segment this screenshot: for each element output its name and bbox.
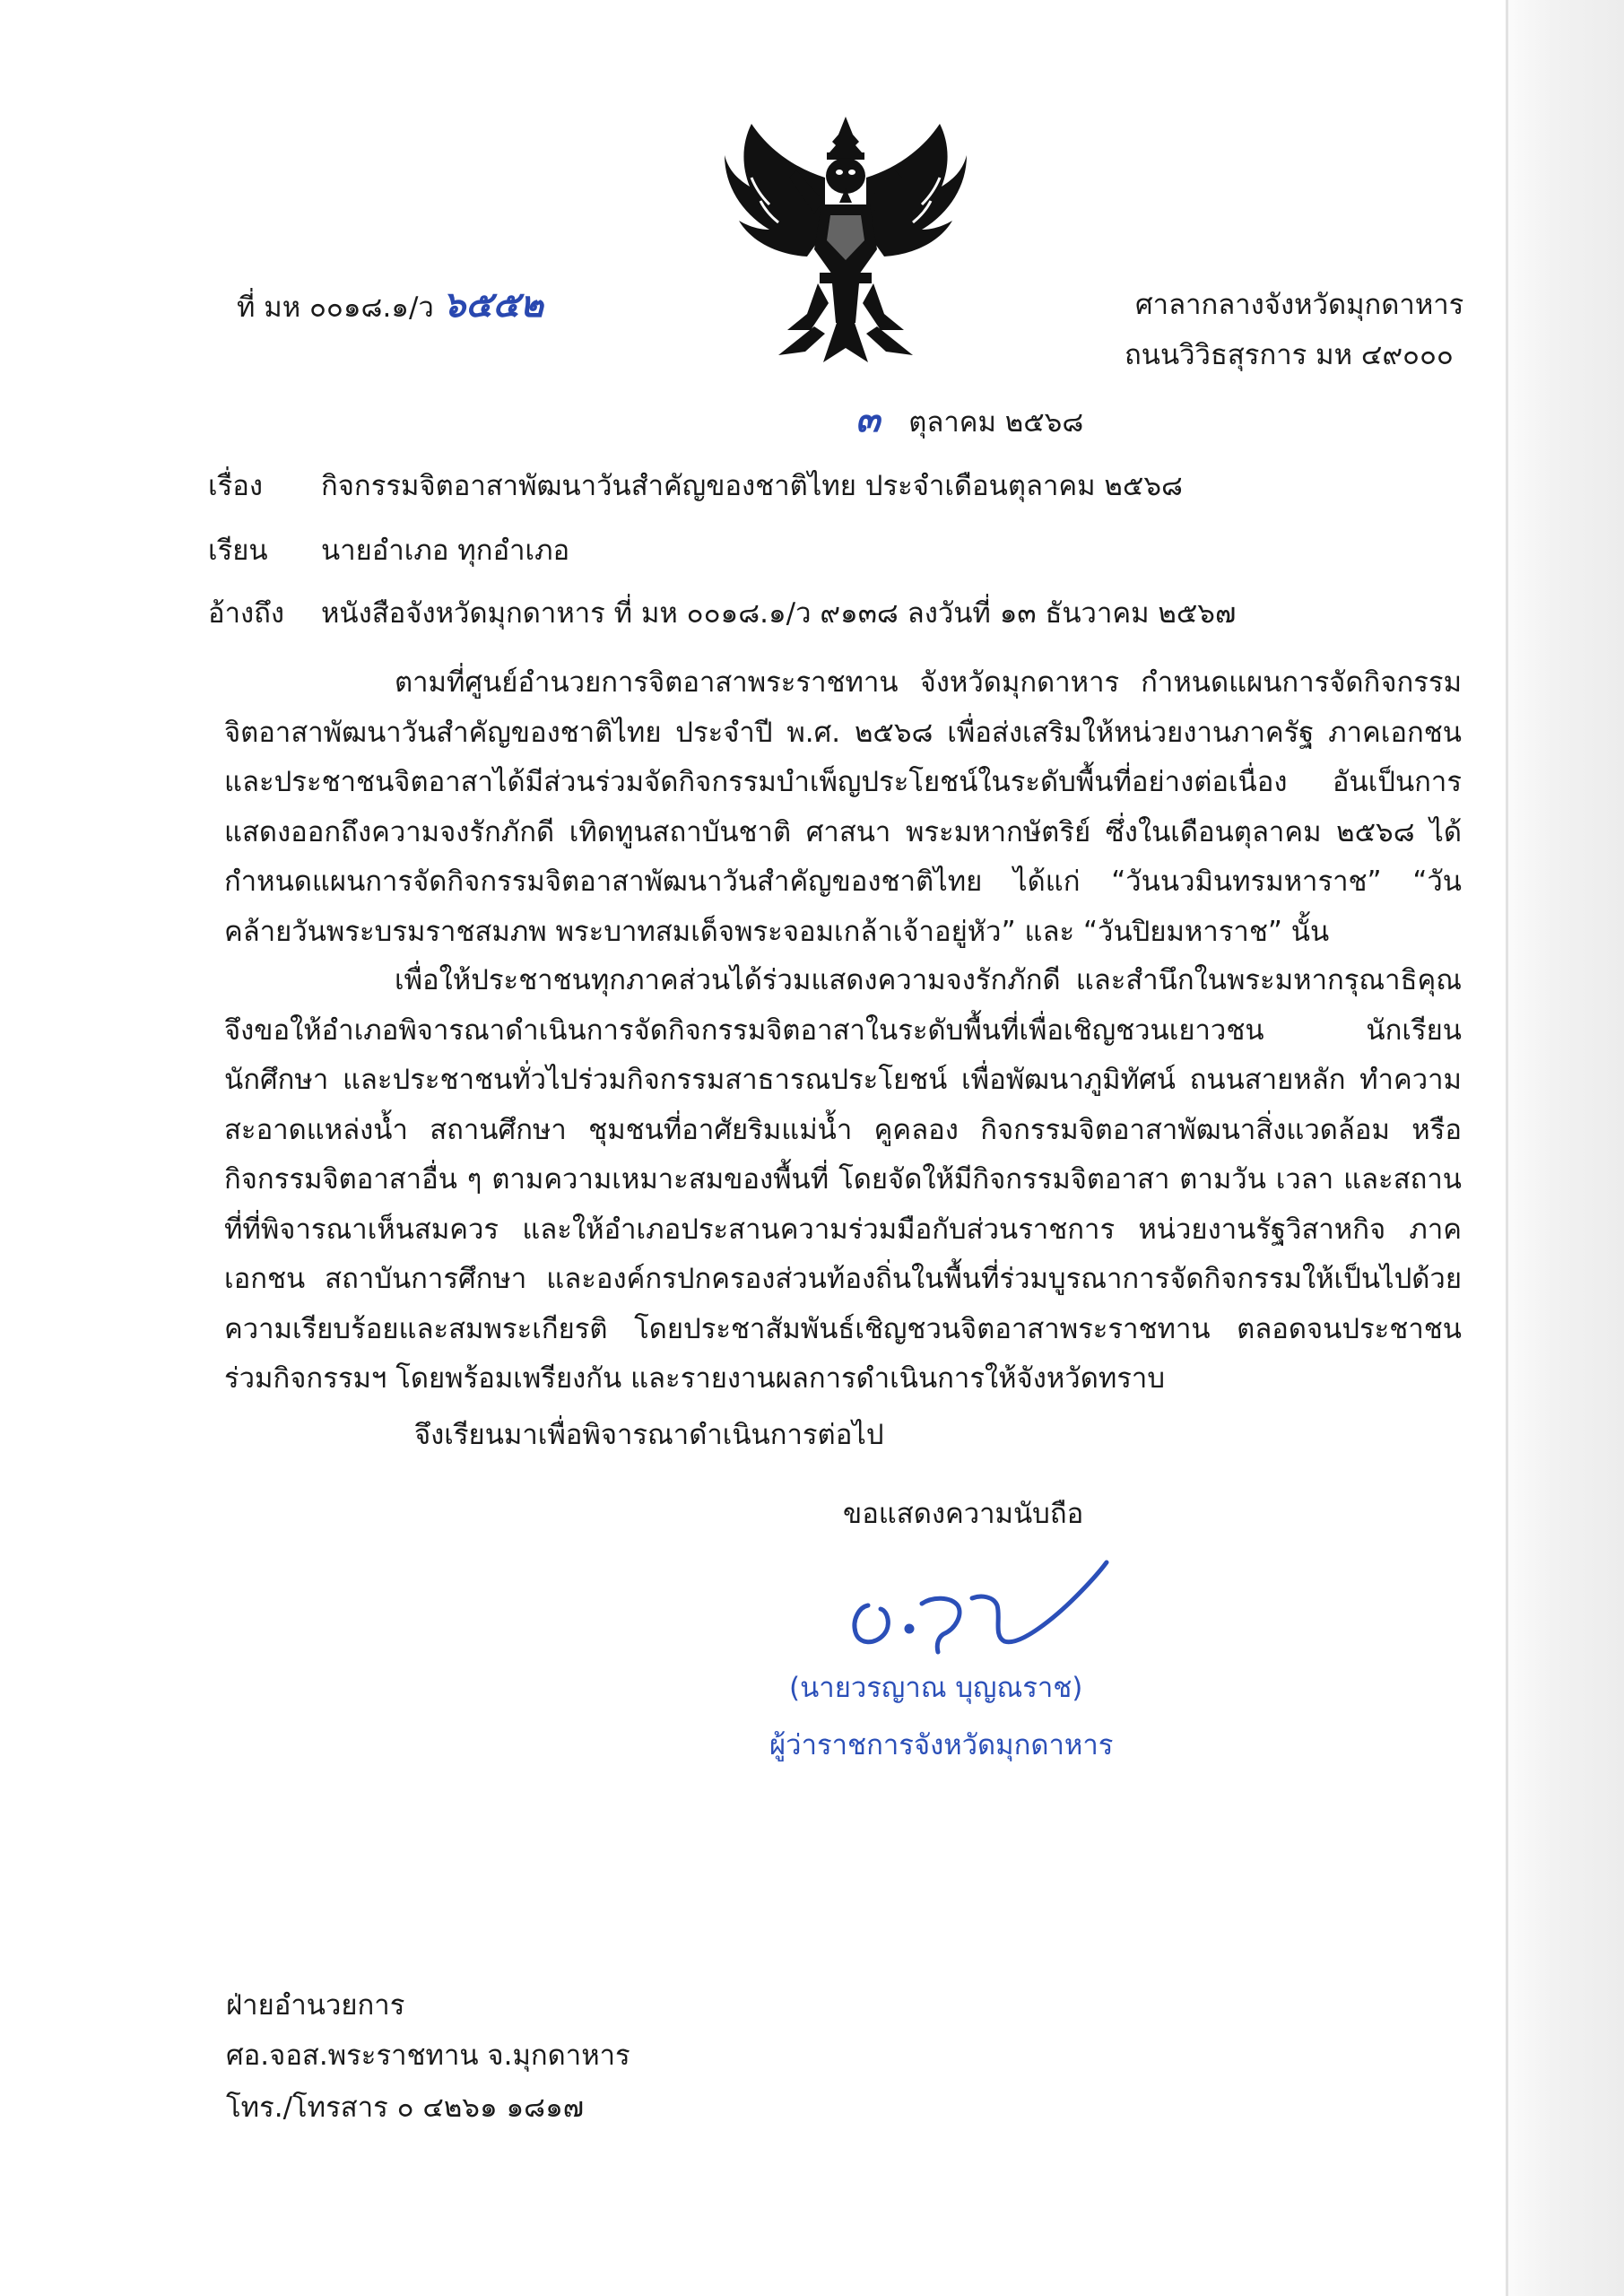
office-address: ถนนวิวิธสุรการ มห ๔๙๐๐๐	[1125, 339, 1454, 371]
scan-page-edge	[1506, 0, 1624, 2296]
closing-request: จึงเรียนมาเพื่อพิจารณาดำเนินการต่อไป	[414, 1419, 884, 1451]
body-paragraph-2	[224, 956, 1462, 1405]
body-paragraph-1-text: ตามที่ศูนย์อำนวยการจิตอาสาพระราชทาน จังหวัดมุกดาหาร กำหนดแผนการจัดกิจกรรมจิตอาสาพัฒนาวันสำคัญของชาติไทย ประจำปี พ.ศ. ๒๕๖๘ เพื่อส่งเสริมให้หน่วยงานภาครัฐ ภาคเอกชน และประชาชนจิตอาสาได้มีส่วนร่วมจัดกิจกรรมบำเพ็ญประโยชน์ในระดับพื้นที่อย่างต่อเนื่อง อันเป็นการแสดงออกถึงความจงรักภักดี เทิดทูนสถาบันชาติ ศาสนา พระมหากษัตริย์ ซึ่งในเดือนตุลาคม ๒๕๖๘ ได้กำหนดแผนการจัดกิจกรรมจิตอาสาพัฒนาวันสำคัญของชาติไทย ได้แก่ “วันนวมินทรมหาราช” “วันคล้ายวันพระบรมราชสมภพ พระบาทสมเด็จพระจอมเกล้าเจ้าอยู่หัว” และ “วันปิยมหาราช” นั้น	[224, 666, 1462, 948]
reference-prefix: ที่ มห ๐๐๑๘.๑/ว	[237, 291, 434, 324]
footer-center: ศอ.จอส.พระราชทาน จ.มุกดาหาร	[226, 2039, 630, 2072]
subject-text: กิจกรรมจิตอาสาพัฒนาวันสำคัญของชาติไทย ประจำเดือนตุลาคม ๒๕๖๘	[321, 470, 1183, 502]
reference-number-line	[237, 283, 544, 326]
office-name: ศาลากลางจังหวัดมุกดาหาร	[1135, 289, 1464, 321]
closing-phrase: ขอแสดงความนับถือ	[843, 1498, 1084, 1530]
recipient-text: นายอำเภอ ทุกอำเภอ	[321, 535, 570, 567]
reference-text: หนังสือจังหวัดมุกดาหาร ที่ มห ๐๐๑๘.๑/ว ๙๑๓๘ ลงวันที่ ๑๓ ธันวาคม ๒๕๖๗	[321, 597, 1237, 630]
handwritten-signature	[832, 1552, 1137, 1659]
reference-number-handwritten: ๖๕๕๒	[442, 283, 544, 326]
subject-label: เรื่อง	[208, 470, 264, 502]
garuda-emblem	[725, 115, 967, 364]
body-paragraph-1	[224, 658, 1462, 957]
body-paragraph-2-text: เพื่อให้ประชาชนทุกภาคส่วนได้ร่วมแสดงความจงรักภักดี และสำนึกในพระมหากรุณาธิคุณ จึงขอให้อำเภอพิจารณาดำเนินการจัดกิจกรรมจิตอาสาในระดับพื้นที่เพื่อเชิญชวนเยาวชน นักเรียน นักศึกษา และประชาชนทั่วไปร่วมกิจกรรมสาธารณประโยชน์ เพื่อพัฒนาภูมิทัศน์ ถนนสายหลัก ทำความสะอาดแหล่งน้ำ สถานศึกษา ชุมชนที่อาศัยริมแม่น้ำ คูคลอง กิจกรรมจิตอาสาพัฒนาสิ่งแวดล้อม หรือกิจกรรมจิตอาสาอื่น ๆ ตามความเหมาะสมของพื้นที่ โดยจัดให้มีกิจกรรมจิตอาสา ตามวัน เวลา และสถานที่ที่พิจารณาเห็นสมควร และให้อำเภอประสานความร่วมมือกับส่วนราชการ หน่วยงานรัฐวิสาหกิจ ภาคเอกชน สถาบันการศึกษา และองค์กรปกครองส่วนท้องถิ่นในพื้นที่ร่วมบูรณาการจัดกิจกรรมให้เป็นไปด้วยความเรียบร้อยและสมพระเกียรติ โดยประชาสัมพันธ์เชิญชวนจิตอาสาพระราชทาน ตลอดจนประชาชนร่วมกิจกรรมฯ โดยพร้อมเพรียงกัน และรายงานผลการดำเนินการให้จังหวัดทราบ	[224, 964, 1462, 1395]
signer-name: (นายวรญาณ บุญณราช)	[789, 1672, 1083, 1704]
date-month-year: ตุลาคม ๒๕๖๘	[908, 406, 1084, 439]
letter-date	[855, 398, 1084, 440]
signer-title: ผู้ว่าราชการจังหวัดมุกดาหาร	[769, 1729, 1114, 1761]
footer-division: ฝ่ายอำนวยการ	[226, 1989, 405, 2022]
recipient-label: เรียน	[208, 535, 268, 567]
footer-phone: โทร./โทรสาร ๐ ๔๒๖๑ ๑๘๑๗	[226, 2092, 585, 2124]
date-day-handwritten: ๓	[855, 398, 881, 440]
reference-label: อ้างถึง	[208, 597, 285, 630]
